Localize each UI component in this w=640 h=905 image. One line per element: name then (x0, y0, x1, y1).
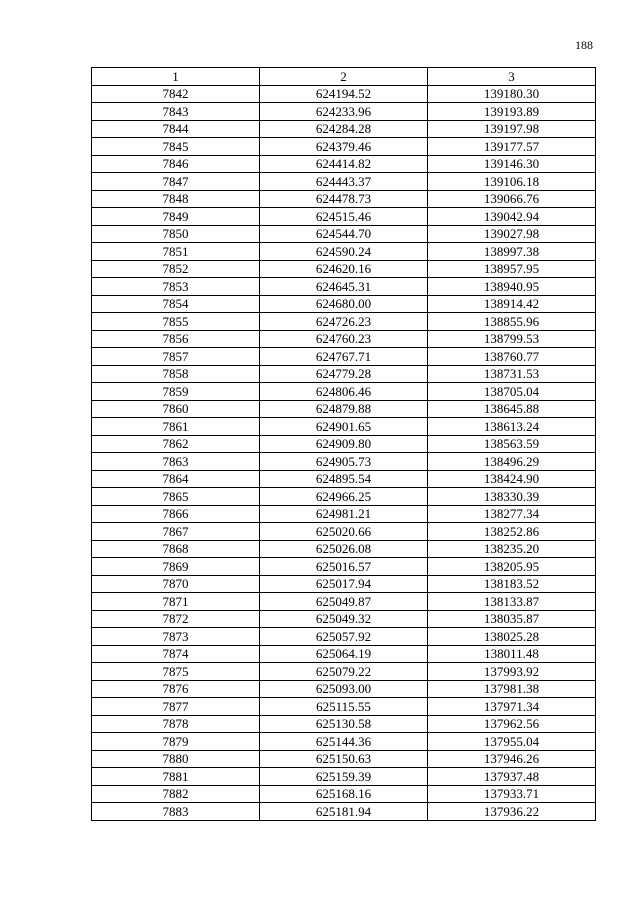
table-row (92, 610, 596, 628)
point-number-cell: 7874 (92, 645, 260, 663)
column-header-1: 1 (92, 68, 260, 86)
x-coordinate-cell: 624443.37 (260, 173, 428, 191)
table-row (92, 260, 596, 278)
table-row (92, 243, 596, 261)
point-number-cell: 7845 (92, 138, 260, 156)
x-coordinate-cell: 624966.25 (260, 488, 428, 506)
table-row (92, 715, 596, 733)
y-coordinate-cell: 139177.57 (428, 138, 596, 156)
y-coordinate-cell: 137946.26 (428, 750, 596, 768)
point-number-cell: 7850 (92, 225, 260, 243)
y-coordinate-cell: 138424.90 (428, 470, 596, 488)
x-coordinate-cell: 624194.52 (260, 85, 428, 103)
x-coordinate-cell: 624645.31 (260, 278, 428, 296)
x-coordinate-cell: 624478.73 (260, 190, 428, 208)
point-number-cell: 7857 (92, 348, 260, 366)
table-row (92, 208, 596, 226)
y-coordinate-cell: 138330.39 (428, 488, 596, 506)
table-row (92, 418, 596, 436)
x-coordinate-cell: 624590.24 (260, 243, 428, 261)
point-number-cell: 7875 (92, 663, 260, 681)
point-number-cell: 7842 (92, 85, 260, 103)
table-row (92, 173, 596, 191)
x-coordinate-cell: 625159.39 (260, 768, 428, 786)
point-number-cell: 7859 (92, 383, 260, 401)
x-coordinate-cell: 625026.08 (260, 540, 428, 558)
point-number-cell: 7870 (92, 575, 260, 593)
y-coordinate-cell: 139042.94 (428, 208, 596, 226)
page-number: 188 (575, 38, 593, 52)
x-coordinate-cell: 625064.19 (260, 645, 428, 663)
table-row (92, 453, 596, 471)
table-row (92, 295, 596, 313)
y-coordinate-cell: 139027.98 (428, 225, 596, 243)
x-coordinate-cell: 624414.82 (260, 155, 428, 173)
point-number-cell: 7853 (92, 278, 260, 296)
x-coordinate-cell: 625150.63 (260, 750, 428, 768)
point-number-cell: 7854 (92, 295, 260, 313)
table-row (92, 540, 596, 558)
point-number-cell: 7862 (92, 435, 260, 453)
x-coordinate-cell: 624515.46 (260, 208, 428, 226)
y-coordinate-cell: 138705.04 (428, 383, 596, 401)
table-row (92, 190, 596, 208)
point-number-cell: 7876 (92, 680, 260, 698)
x-coordinate-cell: 624905.73 (260, 453, 428, 471)
table-header-row (92, 68, 596, 86)
point-number-cell: 7871 (92, 593, 260, 611)
y-coordinate-cell: 137993.92 (428, 663, 596, 681)
y-coordinate-cell: 137981.38 (428, 680, 596, 698)
y-coordinate-cell: 138799.53 (428, 330, 596, 348)
y-coordinate-cell: 138183.52 (428, 575, 596, 593)
column-header-3: 3 (428, 68, 596, 86)
table-row (92, 155, 596, 173)
y-coordinate-cell: 138940.95 (428, 278, 596, 296)
table-row (92, 348, 596, 366)
table-row (92, 103, 596, 121)
y-coordinate-cell: 139180.30 (428, 85, 596, 103)
x-coordinate-cell: 624760.23 (260, 330, 428, 348)
y-coordinate-cell: 138496.29 (428, 453, 596, 471)
y-coordinate-cell: 138645.88 (428, 400, 596, 418)
point-number-cell: 7866 (92, 505, 260, 523)
x-coordinate-cell: 624233.96 (260, 103, 428, 121)
table-row (92, 383, 596, 401)
table-row (92, 138, 596, 156)
y-coordinate-cell: 138997.38 (428, 243, 596, 261)
table-row (92, 593, 596, 611)
y-coordinate-cell: 138133.87 (428, 593, 596, 611)
point-number-cell: 7851 (92, 243, 260, 261)
point-number-cell: 7852 (92, 260, 260, 278)
x-coordinate-cell: 624909.80 (260, 435, 428, 453)
y-coordinate-cell: 138277.34 (428, 505, 596, 523)
y-coordinate-cell: 138563.59 (428, 435, 596, 453)
y-coordinate-cell: 137936.22 (428, 803, 596, 821)
table-row (92, 435, 596, 453)
x-coordinate-cell: 624767.71 (260, 348, 428, 366)
point-number-cell: 7880 (92, 750, 260, 768)
x-coordinate-cell: 625144.36 (260, 733, 428, 751)
y-coordinate-cell: 138011.48 (428, 645, 596, 663)
table-row (92, 698, 596, 716)
table-row (92, 488, 596, 506)
table-body (92, 85, 596, 820)
y-coordinate-cell: 138855.96 (428, 313, 596, 331)
x-coordinate-cell: 624806.46 (260, 383, 428, 401)
point-number-cell: 7855 (92, 313, 260, 331)
point-number-cell: 7844 (92, 120, 260, 138)
point-number-cell: 7865 (92, 488, 260, 506)
table-row (92, 663, 596, 681)
x-coordinate-cell: 624544.70 (260, 225, 428, 243)
table-row (92, 85, 596, 103)
y-coordinate-cell: 137933.71 (428, 785, 596, 803)
table-row (92, 505, 596, 523)
x-coordinate-cell: 624680.00 (260, 295, 428, 313)
x-coordinate-cell: 625130.58 (260, 715, 428, 733)
x-coordinate-cell: 625016.57 (260, 558, 428, 576)
point-number-cell: 7863 (92, 453, 260, 471)
y-coordinate-cell: 137937.48 (428, 768, 596, 786)
y-coordinate-cell: 138205.95 (428, 558, 596, 576)
x-coordinate-cell: 624284.28 (260, 120, 428, 138)
x-coordinate-cell: 625057.92 (260, 628, 428, 646)
point-number-cell: 7882 (92, 785, 260, 803)
x-coordinate-cell: 624901.65 (260, 418, 428, 436)
point-number-cell: 7843 (92, 103, 260, 121)
x-coordinate-cell: 625093.00 (260, 680, 428, 698)
y-coordinate-cell: 138235.20 (428, 540, 596, 558)
x-coordinate-cell: 624879.88 (260, 400, 428, 418)
point-number-cell: 7847 (92, 173, 260, 191)
point-number-cell: 7868 (92, 540, 260, 558)
point-number-cell: 7878 (92, 715, 260, 733)
x-coordinate-cell: 625168.16 (260, 785, 428, 803)
x-coordinate-cell: 624779.28 (260, 365, 428, 383)
table-row (92, 523, 596, 541)
table-row (92, 803, 596, 821)
y-coordinate-cell: 138252.86 (428, 523, 596, 541)
point-number-cell: 7881 (92, 768, 260, 786)
x-coordinate-cell: 624379.46 (260, 138, 428, 156)
table-row (92, 400, 596, 418)
y-coordinate-cell: 138731.53 (428, 365, 596, 383)
x-coordinate-cell: 625017.94 (260, 575, 428, 593)
y-coordinate-cell: 139066.76 (428, 190, 596, 208)
y-coordinate-cell: 138025.28 (428, 628, 596, 646)
y-coordinate-cell: 139197.98 (428, 120, 596, 138)
table-row (92, 680, 596, 698)
x-coordinate-cell: 625079.22 (260, 663, 428, 681)
x-coordinate-cell: 624895.54 (260, 470, 428, 488)
table-row (92, 558, 596, 576)
y-coordinate-cell: 137955.04 (428, 733, 596, 751)
table-row (92, 313, 596, 331)
table-row (92, 365, 596, 383)
table-row (92, 470, 596, 488)
y-coordinate-cell: 139193.89 (428, 103, 596, 121)
table-row (92, 645, 596, 663)
x-coordinate-cell: 624726.23 (260, 313, 428, 331)
y-coordinate-cell: 138760.77 (428, 348, 596, 366)
y-coordinate-cell: 137971.34 (428, 698, 596, 716)
table-row (92, 278, 596, 296)
table-row (92, 750, 596, 768)
table-row (92, 768, 596, 786)
column-header-2: 2 (260, 68, 428, 86)
point-number-cell: 7849 (92, 208, 260, 226)
y-coordinate-cell: 137962.56 (428, 715, 596, 733)
x-coordinate-cell: 624620.16 (260, 260, 428, 278)
table-row (92, 785, 596, 803)
point-number-cell: 7856 (92, 330, 260, 348)
point-number-cell: 7858 (92, 365, 260, 383)
x-coordinate-cell: 625115.55 (260, 698, 428, 716)
point-number-cell: 7879 (92, 733, 260, 751)
y-coordinate-cell: 138035.87 (428, 610, 596, 628)
point-number-cell: 7864 (92, 470, 260, 488)
point-number-cell: 7861 (92, 418, 260, 436)
table-row (92, 733, 596, 751)
table-row (92, 120, 596, 138)
table-row (92, 575, 596, 593)
x-coordinate-cell: 625020.66 (260, 523, 428, 541)
x-coordinate-cell: 625181.94 (260, 803, 428, 821)
table-row (92, 225, 596, 243)
y-coordinate-cell: 138914.42 (428, 295, 596, 313)
point-number-cell: 7867 (92, 523, 260, 541)
y-coordinate-cell: 138957.95 (428, 260, 596, 278)
table-row (92, 628, 596, 646)
x-coordinate-cell: 625049.87 (260, 593, 428, 611)
table-row (92, 330, 596, 348)
y-coordinate-cell: 139106.18 (428, 173, 596, 191)
point-number-cell: 7869 (92, 558, 260, 576)
y-coordinate-cell: 138613.24 (428, 418, 596, 436)
y-coordinate-cell: 139146.30 (428, 155, 596, 173)
point-number-cell: 7877 (92, 698, 260, 716)
x-coordinate-cell: 625049.32 (260, 610, 428, 628)
coordinates-table (91, 67, 596, 821)
x-coordinate-cell: 624981.21 (260, 505, 428, 523)
point-number-cell: 7872 (92, 610, 260, 628)
point-number-cell: 7873 (92, 628, 260, 646)
point-number-cell: 7848 (92, 190, 260, 208)
point-number-cell: 7846 (92, 155, 260, 173)
point-number-cell: 7860 (92, 400, 260, 418)
point-number-cell: 7883 (92, 803, 260, 821)
